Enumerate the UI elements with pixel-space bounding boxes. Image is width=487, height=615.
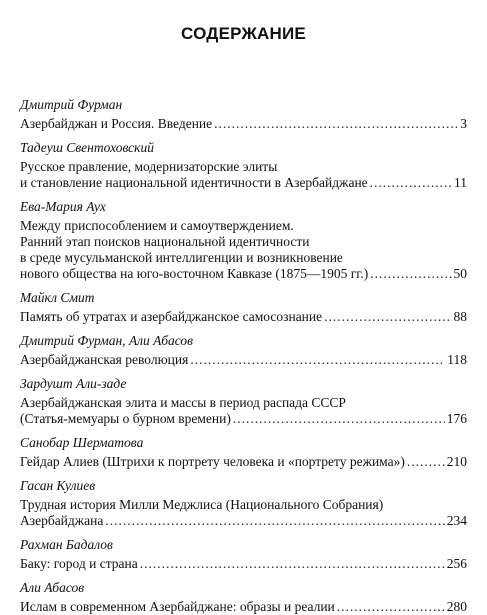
dot-leader — [105, 513, 444, 529]
entry-title: Между приспособлением и самоутверждением. — [20, 218, 294, 233]
entry-title: и становление национальной идентичности в Азербайджане — [20, 175, 368, 190]
table-of-contents — [20, 97, 467, 615]
toc-entry[interactable] — [20, 290, 467, 325]
entry-author: Дмитрий Фурман, Али Абасов — [20, 333, 193, 348]
entry-author: Дмитрий Фурман — [20, 97, 123, 112]
entry-title: Азербайджана — [20, 513, 104, 528]
entry-page-number: 234 — [446, 513, 467, 528]
entry-title: Баку: город и страна — [20, 556, 138, 571]
entry-title: нового общества на юго-восточном Кавказе (1875—1905 гг.) — [20, 266, 369, 281]
entry-author: Тадеуш Свентоховский — [20, 140, 154, 155]
entry-page-number: 11 — [454, 175, 467, 190]
entry-title-line — [20, 556, 467, 572]
entry-title: Гейдар Алиев (Штрихи к портрету человека и «портрету режима») — [20, 454, 405, 469]
entry-title-line — [20, 116, 467, 132]
dot-leader — [214, 116, 458, 132]
entry-title: Азербайджанская революция — [20, 352, 189, 367]
entry-author: Майкл Смит — [20, 290, 95, 305]
toc-entry[interactable] — [20, 97, 467, 132]
entry-title: Азербайджанская элита и массы в период распада СССР — [20, 395, 346, 410]
dot-leader — [407, 454, 445, 470]
toc-entry[interactable] — [20, 580, 467, 615]
entry-author: Рахман Бадалов — [20, 537, 113, 552]
entry-page-number: 3 — [460, 116, 467, 131]
entry-page-number: 176 — [446, 411, 467, 426]
toc-entry[interactable] — [20, 140, 467, 191]
entry-title-line — [20, 513, 467, 529]
entry-author: Али Абасов — [20, 580, 85, 595]
toc-entry[interactable] — [20, 376, 467, 427]
toc-entry[interactable] — [20, 478, 467, 529]
entry-page-number: 88 — [453, 309, 467, 324]
dot-leader — [337, 599, 445, 615]
toc-entry[interactable] — [20, 435, 467, 470]
entry-author: Ева-Мария Аух — [20, 199, 106, 214]
page-title: СОДЕРЖАНИЕ — [181, 24, 306, 43]
dot-leader — [370, 266, 451, 282]
entry-title: Азербайджан и Россия. Введение — [20, 116, 213, 131]
dot-leader — [233, 411, 445, 427]
entry-page-number: 256 — [446, 556, 467, 571]
entry-page-number: 210 — [446, 454, 467, 469]
entry-title-line — [20, 599, 467, 615]
entry-author: Санобар Шерматова — [20, 435, 144, 450]
dot-leader — [190, 352, 445, 368]
entry-title: Ранний этап поисков национальной идентичности — [20, 234, 310, 249]
entry-title-line — [20, 175, 467, 191]
entry-title-line — [20, 352, 467, 368]
entry-title: Память об утратах и азербайджанское самосознание — [20, 309, 323, 324]
entry-title-line — [20, 454, 467, 470]
entry-page-number: 280 — [446, 599, 467, 614]
entry-title: Трудная история Милли Меджлиса (Национального Собрания) — [20, 497, 384, 512]
entry-author: Гасан Кулиев — [20, 478, 96, 493]
entry-title-line — [20, 266, 467, 282]
toc-entry[interactable] — [20, 199, 467, 282]
dot-leader — [370, 175, 452, 191]
entry-title-line — [20, 411, 467, 427]
entry-title: Ислам в современном Азербайджане: образы и реалии — [20, 599, 335, 614]
entry-title: Русское правление, модернизаторские элиты — [20, 159, 278, 174]
toc-entry[interactable] — [20, 333, 467, 368]
dot-leader — [140, 556, 445, 572]
dot-leader — [324, 309, 451, 325]
toc-entry[interactable] — [20, 537, 467, 572]
entry-title: (Статья-мемуары о бурном времени) — [20, 411, 231, 426]
entry-author: Зардушт Али-заде — [20, 376, 127, 391]
entry-title-line — [20, 309, 467, 325]
entry-page-number: 118 — [447, 352, 467, 367]
entry-title: в среде мусульманской интеллигенции и возникновение — [20, 250, 343, 265]
entry-page-number: 50 — [453, 266, 467, 281]
